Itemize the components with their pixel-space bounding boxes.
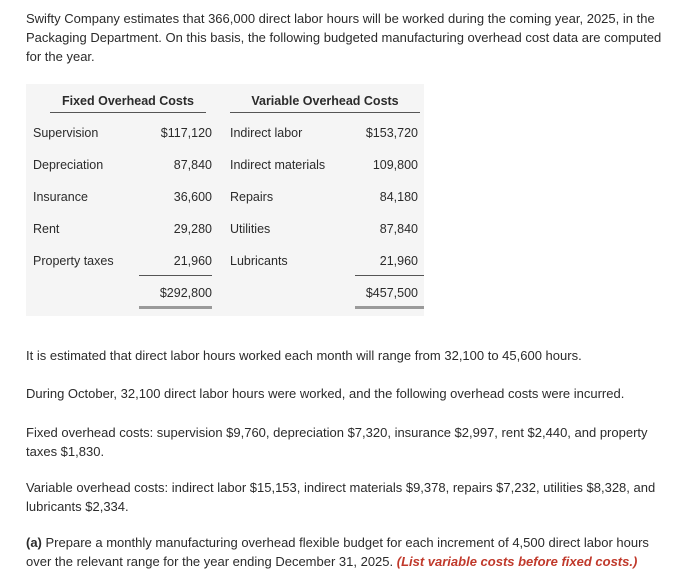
variable-cost-label: Utilities — [230, 222, 271, 236]
fixed-cost-value: 21,960 — [173, 254, 212, 268]
fixed-cost-label: Rent — [33, 222, 60, 236]
fixed-cost-value: $117,120 — [160, 126, 212, 140]
total-row — [26, 284, 424, 304]
variable-cost-value: 87,840 — [379, 222, 418, 236]
variable-costs-paragraph: Variable overhead costs: indirect labor $15,153, indirect materials $9,378, repairs $7,232, utilities $8,328, and lubricants $2,334. — [26, 480, 656, 514]
table-row — [26, 188, 424, 208]
variable-cost-value: $153,720 — [365, 126, 418, 140]
part-a-label: (a) — [26, 535, 42, 550]
fixed-total-double-rule — [139, 306, 212, 309]
variable-cost-value: 84,180 — [379, 190, 418, 204]
overhead-cost-table — [26, 84, 424, 316]
variable-cost-value: 21,960 — [379, 254, 418, 268]
fixed-cost-label: Property taxes — [33, 254, 114, 268]
variable-costs-header: Variable Overhead Costs — [230, 92, 420, 113]
variable-total: $457,500 — [365, 286, 418, 300]
fixed-cost-value: 36,600 — [173, 190, 212, 204]
variable-cost-label: Indirect labor — [230, 126, 303, 140]
variable-cost-label: Repairs — [230, 190, 274, 204]
october-paragraph: During October, 32,100 direct labor hours were worked, and the following overhead costs were incurred. — [26, 386, 625, 401]
fixed-costs-header: Fixed Overhead Costs — [50, 92, 206, 113]
table-row — [26, 220, 424, 240]
part-a-text: Prepare a monthly manufacturing overhead flexible budget for each increment of 4,500 direct labor hours over the relevant range for the year ending December 31, 2025. — [26, 535, 649, 569]
variable-cost-label: Lubricants — [230, 254, 288, 268]
table-row — [26, 252, 424, 272]
variable-subtotal-rule — [355, 275, 424, 276]
part-a-question — [26, 533, 676, 571]
variable-total-double-rule — [355, 306, 424, 309]
fixed-cost-label: Supervision — [33, 126, 99, 140]
intro-paragraph: Swifty Company estimates that 366,000 direct labor hours will be worked during the coming year, 2025, in the Packaging Department. On this basis, the following budgeted manufacturing overhead cost data are computed for the year. — [26, 11, 662, 64]
fixed-costs-paragraph: Fixed overhead costs: supervision $9,760, depreciation $7,320, insurance $2,997, rent $2,440, and property taxes $1,830. — [26, 425, 648, 459]
fixed-cost-value: 87,840 — [173, 158, 212, 172]
fixed-total: $292,800 — [159, 286, 212, 300]
variable-cost-label: Indirect materials — [230, 158, 326, 172]
variable-cost-value: 109,800 — [372, 158, 418, 172]
fixed-cost-value: 29,280 — [173, 222, 212, 236]
part-a-instruction: (List variable costs before fixed costs.) — [396, 554, 638, 569]
fixed-cost-label: Depreciation — [33, 158, 104, 172]
table-row — [26, 156, 424, 176]
table-row — [26, 124, 424, 144]
range-paragraph: It is estimated that direct labor hours worked each month will range from 32,100 to 45,600 hours. — [26, 348, 582, 363]
fixed-cost-label: Insurance — [33, 190, 88, 204]
fixed-subtotal-rule — [139, 275, 212, 276]
